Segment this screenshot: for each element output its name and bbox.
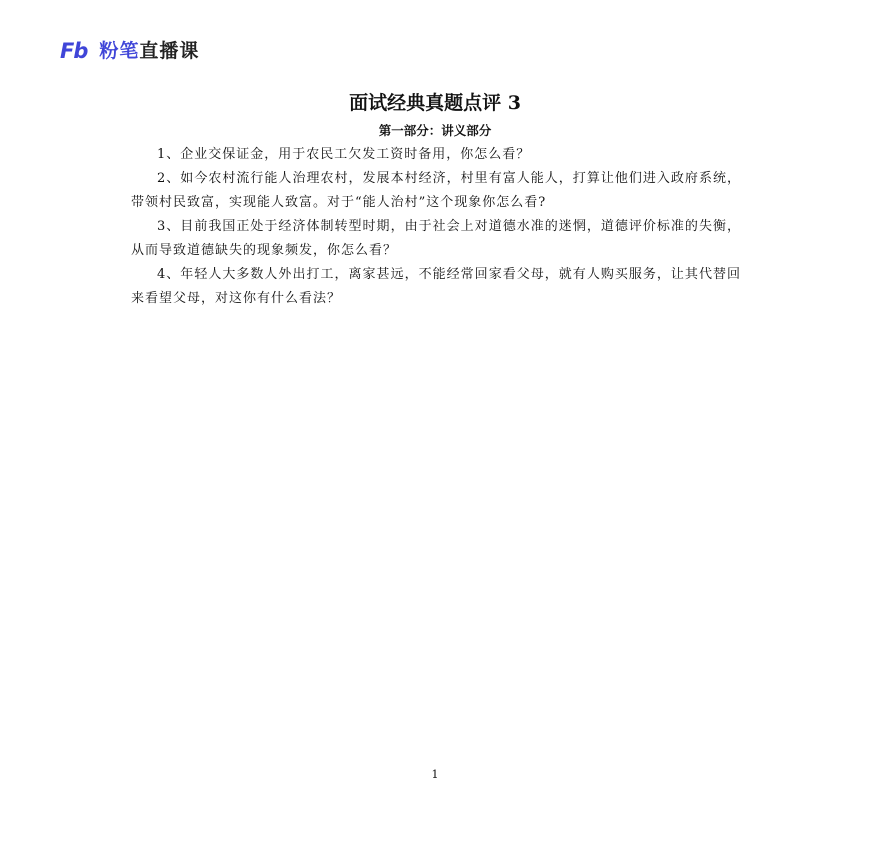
question-paragraph-4: 4、年轻人大多数人外出打工，离家甚远，不能经常回家看父母，就有人购买服务，让其代替回来看望父母，对这你有什么看法？: [131, 267, 741, 306]
logo-product-text: 直播课: [139, 40, 200, 62]
header-logo: [60, 38, 199, 64]
section-heading: 第一部分：讲义部分: [378, 123, 492, 138]
question-paragraph-3: 3、目前我国正处于经济体制转型时期，由于社会上对道德水准的迷惘，道德评价标准的失衡，从而导致道德缺失的现象频发，你怎么看？: [131, 219, 741, 258]
document-title: 面试经典真题点评 3: [349, 92, 521, 114]
fenbi-logo-icon: Fb: [60, 39, 88, 63]
document-body: [131, 143, 741, 311]
question-paragraph-1: 1、企业交保证金，用于农民工欠发工资时备用，你怎么看？: [157, 147, 531, 162]
question-paragraph-2: 2、如今农村流行能人治理农村，发展本村经济，村里有富人能人，打算让他们进入政府系统，带领村民致富，实现能人致富。对于“能人治村”这个现象你怎么看?: [131, 171, 741, 210]
logo-text: [99, 38, 199, 64]
page-number: 1: [431, 768, 439, 781]
logo-brand-text: 粉笔: [99, 40, 140, 62]
